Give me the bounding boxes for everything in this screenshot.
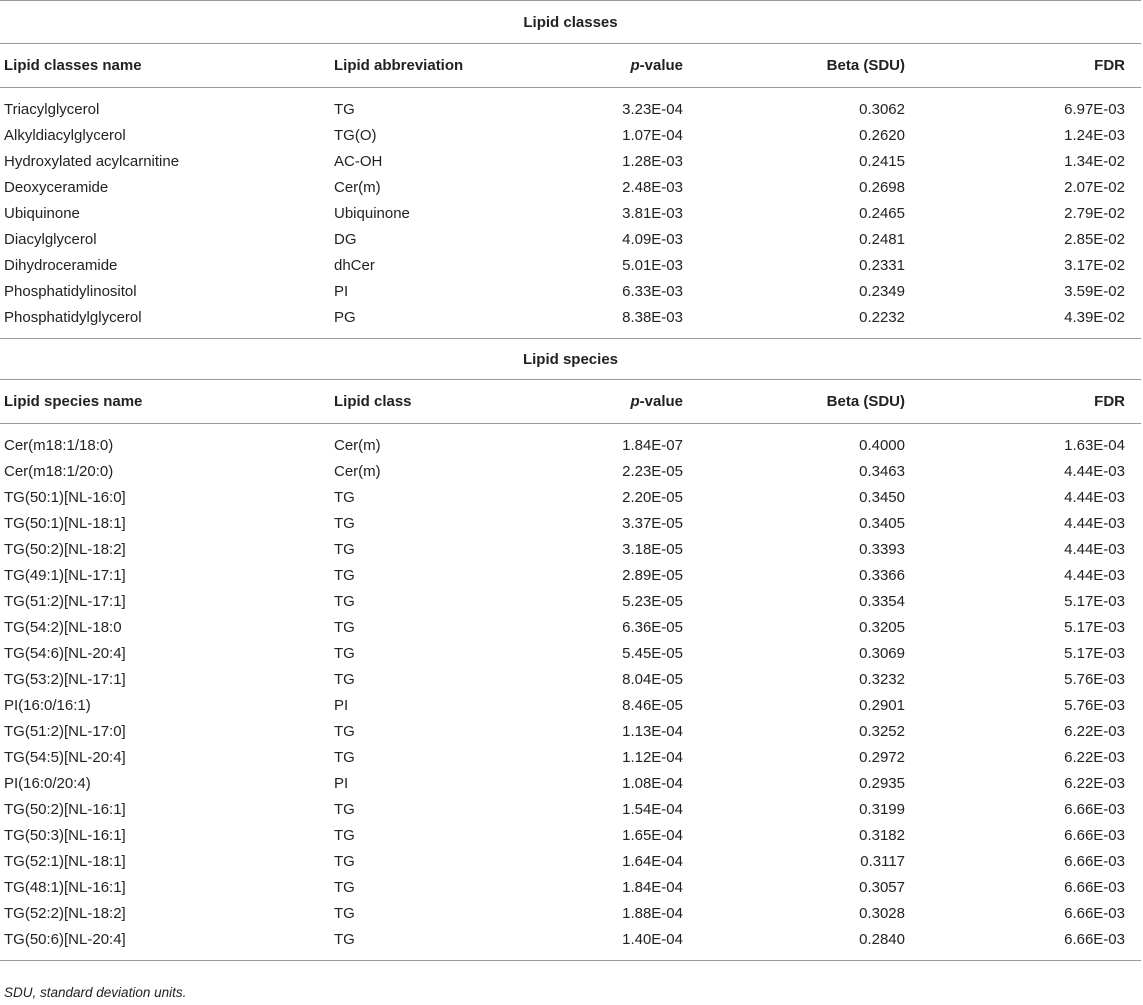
table-row xyxy=(0,666,1141,692)
table-cell: Cer(m) xyxy=(334,462,381,480)
column-header: FDR xyxy=(905,380,1141,424)
column-header xyxy=(595,44,683,88)
column-header xyxy=(595,380,683,424)
column-header-row xyxy=(0,380,1141,424)
table-cell: TG xyxy=(334,800,355,818)
table-cell: 6.66E-03 xyxy=(1064,800,1125,818)
table-cell: TG xyxy=(334,514,355,532)
table-cell: 0.3182 xyxy=(859,826,905,844)
table-cell: 4.44E-03 xyxy=(1064,514,1125,532)
table-cell: TG xyxy=(334,826,355,844)
table-cell: PI xyxy=(334,696,349,714)
table-row xyxy=(0,848,1141,874)
column-header: Lipid species name xyxy=(0,380,330,424)
table-cell: Cer(m18:1/18:0) xyxy=(4,436,114,454)
table-row xyxy=(0,822,1141,848)
section-title-row xyxy=(0,339,1141,380)
table-row xyxy=(0,484,1141,510)
table-cell: Cer(m) xyxy=(334,436,381,454)
table-cell: TG xyxy=(334,592,355,610)
table-cell: 0.4000 xyxy=(859,436,905,454)
table-cell: 5.17E-03 xyxy=(1064,592,1125,610)
table-cell: 1.88E-04 xyxy=(622,904,683,922)
table-cell: 0.3117 xyxy=(860,852,905,870)
table-row xyxy=(0,796,1141,822)
table-cell: Dihydroceramide xyxy=(4,256,118,274)
table-cell: TG xyxy=(334,566,355,584)
table-cell: TG(49:1)[NL-17:1] xyxy=(4,566,126,584)
table-cell: Hydroxylated acylcarnitine xyxy=(4,152,180,170)
table-cell: TG xyxy=(334,878,355,896)
table-cell: 2.07E-02 xyxy=(1064,178,1125,196)
table-cell: 5.45E-05 xyxy=(622,644,683,662)
table-cell: 6.66E-03 xyxy=(1064,904,1125,922)
table-cell: TG(50:1)[NL-18:1] xyxy=(4,514,126,532)
table-row xyxy=(0,122,1141,148)
table-cell: TG(51:2)[NL-17:0] xyxy=(4,722,126,740)
table-cell: PG xyxy=(334,308,356,326)
table-cell: 5.17E-03 xyxy=(1064,644,1125,662)
table-cell: 0.2620 xyxy=(859,126,905,144)
table-cell: 0.2465 xyxy=(859,204,905,222)
table-cell: Phosphatidylinositol xyxy=(4,282,137,300)
table-cell: 2.23E-05 xyxy=(622,462,683,480)
table-row xyxy=(0,424,1141,459)
table-cell: TG xyxy=(334,670,355,688)
table-cell: Ubiquinone xyxy=(334,204,410,222)
table-cell: 1.65E-04 xyxy=(622,826,683,844)
column-header-suffix: -value xyxy=(639,393,683,410)
table-cell: 1.08E-04 xyxy=(622,774,683,792)
column-header: Beta (SDU) xyxy=(683,44,905,88)
table-cell: dhCer xyxy=(334,256,375,274)
section-title-row xyxy=(0,1,1141,44)
table-cell: TG(50:1)[NL-16:0] xyxy=(4,488,126,506)
table-cell: 2.79E-02 xyxy=(1064,204,1125,222)
table-cell: TG xyxy=(334,748,355,766)
table-cell: PI(16:0/16:1) xyxy=(4,696,91,714)
table-cell: 1.12E-04 xyxy=(622,748,683,766)
table-cell: 0.3450 xyxy=(859,488,905,506)
table-cell: 2.85E-02 xyxy=(1064,230,1125,248)
table-cell: TG(52:1)[NL-18:1] xyxy=(4,852,126,870)
table-row xyxy=(0,588,1141,614)
table-row xyxy=(0,770,1141,796)
table-cell: 0.2972 xyxy=(859,748,905,766)
table-cell: 0.2698 xyxy=(859,178,905,196)
table-cell: TG(50:3)[NL-16:1] xyxy=(4,826,126,844)
table-row xyxy=(0,510,1141,536)
table-cell: 0.2349 xyxy=(859,282,905,300)
table-cell: Deoxyceramide xyxy=(4,178,109,196)
table-cell: TG(54:5)[NL-20:4] xyxy=(4,748,126,766)
table-cell: Cer(m) xyxy=(334,178,381,196)
table-cell: 1.24E-03 xyxy=(1064,126,1125,144)
table-cell: 6.97E-03 xyxy=(1064,100,1125,118)
table-cell: 8.46E-05 xyxy=(622,696,683,714)
table-cell: 1.54E-04 xyxy=(622,800,683,818)
table-cell: TG(O) xyxy=(334,126,377,144)
table-cell: 6.22E-03 xyxy=(1064,748,1125,766)
table-cell: TG xyxy=(334,722,355,740)
table-cell: 2.89E-05 xyxy=(622,566,683,584)
table-cell: TG(50:6)[NL-20:4] xyxy=(0,926,330,961)
table-cell: 0.2935 xyxy=(859,774,905,792)
table-cell: TG xyxy=(330,926,595,961)
table-cell: Triacylglycerol xyxy=(4,100,100,118)
column-header: Lipid abbreviation xyxy=(330,44,595,88)
table-cell: 5.17E-03 xyxy=(1064,618,1125,636)
table-cell: PI xyxy=(334,774,349,792)
table-cell: 0.3199 xyxy=(859,800,905,818)
column-header: Lipid classes name xyxy=(0,44,330,88)
table-cell: TG(48:1)[NL-16:1] xyxy=(4,878,126,896)
column-header-suffix: -value xyxy=(639,57,683,74)
table-row xyxy=(0,278,1141,304)
table-cell: 0.2415 xyxy=(859,152,905,170)
table-cell: 4.09E-03 xyxy=(622,230,683,248)
table-cell: 2.20E-05 xyxy=(622,488,683,506)
table-cell: 1.40E-04 xyxy=(595,926,683,961)
table-cell: 6.66E-03 xyxy=(1064,852,1125,870)
table-cell: TG xyxy=(334,618,355,636)
table-cell: 6.36E-05 xyxy=(622,618,683,636)
table-cell: 0.3393 xyxy=(859,540,905,558)
table-cell: TG xyxy=(334,644,355,662)
table-cell: 3.23E-04 xyxy=(622,100,683,118)
table-cell: 0.3205 xyxy=(859,618,905,636)
table-row xyxy=(0,900,1141,926)
table-cell: 4.44E-03 xyxy=(1064,488,1125,506)
table-row xyxy=(0,458,1141,484)
table-cell: 0.2331 xyxy=(859,256,905,274)
table-cell: 0.3028 xyxy=(859,904,905,922)
section-title: Lipid classes xyxy=(0,1,1141,44)
table-footnote: SDU, standard deviation units. xyxy=(4,985,187,1000)
table-cell: 6.33E-03 xyxy=(622,282,683,300)
table-cell: 1.64E-04 xyxy=(622,852,683,870)
column-header: Beta (SDU) xyxy=(683,380,905,424)
table-row xyxy=(0,304,1141,339)
section-title: Lipid species xyxy=(0,339,1141,380)
table-row xyxy=(0,692,1141,718)
table-cell: 3.18E-05 xyxy=(622,540,683,558)
table-cell: 0.3232 xyxy=(859,670,905,688)
table-cell: 4.44E-03 xyxy=(1064,462,1125,480)
table-cell: 1.07E-04 xyxy=(622,126,683,144)
table-cell: PI(16:0/20:4) xyxy=(4,774,91,792)
table-cell: 6.66E-03 xyxy=(1064,878,1125,896)
table-cell: 2.48E-03 xyxy=(622,178,683,196)
table-cell: TG xyxy=(334,488,355,506)
table-cell: 3.81E-03 xyxy=(622,204,683,222)
table-cell: TG xyxy=(334,852,355,870)
table-cell: AC-OH xyxy=(334,152,383,170)
table-cell: 3.37E-05 xyxy=(622,514,683,532)
table-cell: 1.34E-02 xyxy=(1064,152,1125,170)
table-cell: 0.3366 xyxy=(859,566,905,584)
table-cell: 8.38E-03 xyxy=(622,308,683,326)
table-cell: DG xyxy=(334,230,357,248)
table-cell: Ubiquinone xyxy=(4,204,80,222)
table-cell: 0.3252 xyxy=(859,722,905,740)
table-cell: 0.3405 xyxy=(859,514,905,532)
table-row xyxy=(0,744,1141,770)
column-header: FDR xyxy=(905,44,1141,88)
table-cell: TG(51:2)[NL-17:1] xyxy=(4,592,126,610)
table-cell: 5.23E-05 xyxy=(622,592,683,610)
table-cell: 0.2232 xyxy=(859,308,905,326)
table-row xyxy=(0,536,1141,562)
table-row xyxy=(0,614,1141,640)
table-cell: TG(54:2)[NL-18:0 xyxy=(4,618,122,636)
table-cell: TG(50:2)[NL-18:2] xyxy=(4,540,126,558)
table-row xyxy=(0,640,1141,666)
table-cell: 8.04E-05 xyxy=(622,670,683,688)
table-row xyxy=(0,718,1141,744)
table-cell: Diacylglycerol xyxy=(4,230,97,248)
table-cell: 0.3354 xyxy=(859,592,905,610)
table-row xyxy=(0,252,1141,278)
table-row xyxy=(0,88,1141,123)
table-cell: 1.28E-03 xyxy=(622,152,683,170)
table-cell: 5.76E-03 xyxy=(1064,696,1125,714)
table-row xyxy=(0,200,1141,226)
table-cell: 4.44E-03 xyxy=(1064,566,1125,584)
table-cell: 0.2901 xyxy=(859,696,905,714)
table-row xyxy=(0,174,1141,200)
table-cell: 5.76E-03 xyxy=(1064,670,1125,688)
table-cell: 0.3069 xyxy=(859,644,905,662)
table-cell: 3.17E-02 xyxy=(1064,256,1125,274)
table-cell: TG xyxy=(334,540,355,558)
table-cell: Alkyldiacylglycerol xyxy=(4,126,126,144)
table-cell: 6.22E-03 xyxy=(1064,774,1125,792)
table-row xyxy=(0,926,1141,961)
column-header-row xyxy=(0,44,1141,88)
table-row xyxy=(0,226,1141,252)
table-cell: 4.39E-02 xyxy=(1064,308,1125,326)
table-cell: 6.66E-03 xyxy=(905,926,1141,961)
p-italic: p xyxy=(630,57,640,74)
table-cell: 6.66E-03 xyxy=(1064,826,1125,844)
table-cell: Cer(m18:1/20:0) xyxy=(4,462,114,480)
table-cell: 1.84E-07 xyxy=(622,436,683,454)
table-cell: PI xyxy=(334,282,349,300)
table-row xyxy=(0,874,1141,900)
table-cell: 0.3062 xyxy=(859,100,905,118)
table-cell: TG xyxy=(334,100,355,118)
table-cell: 4.44E-03 xyxy=(1064,540,1125,558)
table-cell: 5.01E-03 xyxy=(622,256,683,274)
table-cell: TG(53:2)[NL-17:1] xyxy=(4,670,126,688)
column-header: Lipid class xyxy=(330,380,595,424)
table-cell: 0.2840 xyxy=(683,926,905,961)
table-cell: 1.63E-04 xyxy=(1064,436,1125,454)
table-row xyxy=(0,562,1141,588)
table-cell: 3.59E-02 xyxy=(1064,282,1125,300)
table-cell: TG xyxy=(334,904,355,922)
table-cell: 1.13E-04 xyxy=(622,722,683,740)
table-cell: 0.3463 xyxy=(859,462,905,480)
table-cell: TG(50:2)[NL-16:1] xyxy=(4,800,126,818)
table-cell: TG(52:2)[NL-18:2] xyxy=(4,904,126,922)
p-italic: p xyxy=(630,393,640,410)
table-cell: TG(54:6)[NL-20:4] xyxy=(4,644,126,662)
table-row xyxy=(0,148,1141,174)
table-cell: 1.84E-04 xyxy=(622,878,683,896)
table-cell: 0.3057 xyxy=(859,878,905,896)
table-cell: 0.2481 xyxy=(859,230,905,248)
table-cell: Phosphatidylglycerol xyxy=(4,308,142,326)
table-cell: 6.22E-03 xyxy=(1064,722,1125,740)
